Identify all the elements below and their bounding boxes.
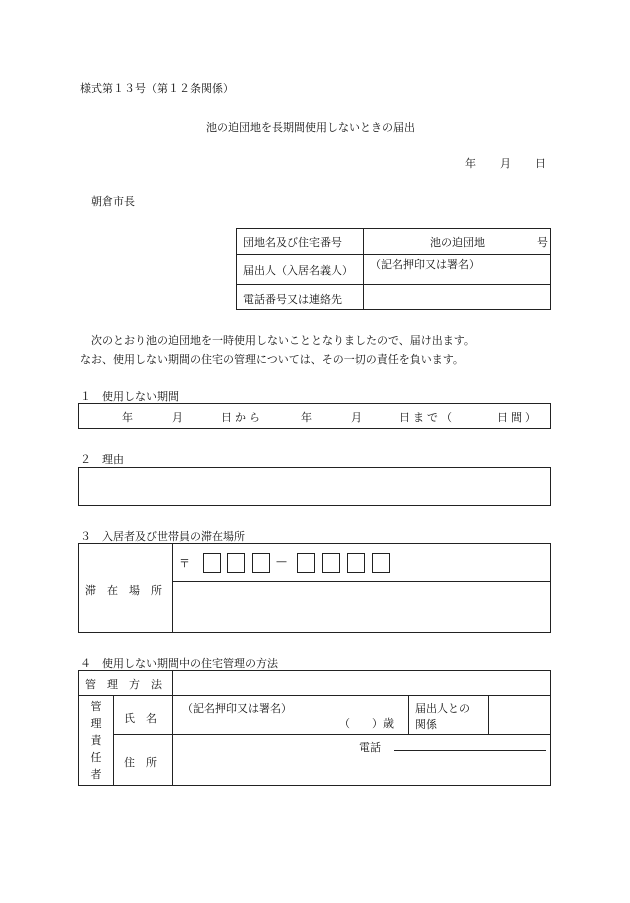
section4-heading: ４ 使用しない期間中の住宅管理の方法 xyxy=(80,657,278,670)
complex-unit: 号 xyxy=(537,236,548,249)
body-line-1: 次のとおり池の迫団地を一時使用しないこととなりましたので、届け出ます。 xyxy=(91,334,475,347)
manager-label-5: 者 xyxy=(90,768,102,781)
date-day: 日 xyxy=(535,157,546,170)
section3-heading: ３ 入居者及び世帯員の滞在場所 xyxy=(80,530,245,543)
postal-digit-box[interactable] xyxy=(347,553,365,573)
date-month: 月 xyxy=(500,157,511,170)
manager-name-label: 氏 名 xyxy=(124,712,157,725)
postal-digit-box[interactable] xyxy=(322,553,340,573)
postal-digit-box[interactable] xyxy=(203,553,221,573)
period-box[interactable] xyxy=(78,403,551,429)
manager-label-4: 任 xyxy=(90,751,102,764)
postal-digit-box[interactable] xyxy=(227,553,245,573)
reason-box[interactable] xyxy=(78,467,551,506)
applicant-row-divider-1 xyxy=(236,254,551,255)
applicant-col-divider xyxy=(363,228,364,310)
method-field[interactable] xyxy=(173,671,550,695)
postal-digit-box[interactable] xyxy=(297,553,315,573)
applicant-row-divider-2 xyxy=(236,284,551,285)
manager-label-1: 管 xyxy=(90,700,102,713)
manager-address-field[interactable] xyxy=(173,755,550,785)
period-year-2: 年 xyxy=(301,411,312,424)
stay-place-label: 滞 在 場 所 xyxy=(85,584,162,597)
period-month-1: 月 xyxy=(172,411,183,424)
postal-mark: 〒 xyxy=(179,557,190,570)
postal-digit-box[interactable] xyxy=(252,553,270,573)
manager-phone-line[interactable] xyxy=(394,750,546,751)
manager-label-3: 責 xyxy=(90,734,102,747)
manager-address-label: 住 所 xyxy=(124,756,157,769)
body-line-2: なお、使用しない期間の住宅の管理については、その一切の責任を負います。 xyxy=(80,353,464,366)
period-month-2: 月 xyxy=(351,411,362,424)
date-year: 年 xyxy=(465,157,476,170)
complex-value[interactable]: 池の迫団地 xyxy=(430,236,485,249)
manager-label-2: 理 xyxy=(90,717,102,730)
period-days: 日間） xyxy=(497,411,539,424)
mgmt-col-divider-manager xyxy=(113,695,114,786)
period-from: 日から xyxy=(221,411,263,424)
mgmt-row-divider-1 xyxy=(78,695,551,696)
postal-digit-box[interactable] xyxy=(372,553,390,573)
section1-heading: １ 使用しない期間 xyxy=(80,390,179,403)
phone-label: 電話番号又は連絡先 xyxy=(243,293,342,306)
filer-label: 届出人（入居名義人） xyxy=(243,264,353,277)
filer-sign-note[interactable]: （記名押印又は署名） xyxy=(370,258,480,271)
manager-age[interactable]: （ ）歳 xyxy=(339,717,394,730)
method-label: 管 理 方 法 xyxy=(85,678,162,691)
page-title: 池の迫団地を長期間使用しないときの届出 xyxy=(206,121,415,134)
relation-field[interactable] xyxy=(489,696,550,734)
form-number: 様式第１３号（第１２条関係） xyxy=(80,82,234,95)
stay-address-field[interactable] xyxy=(173,582,550,632)
period-year-1: 年 xyxy=(122,411,133,424)
mgmt-row-divider-2 xyxy=(113,734,551,735)
manager-phone-label: 電話 xyxy=(359,741,381,754)
manager-sign-note[interactable]: （記名押印又は署名） xyxy=(182,702,292,715)
mgmt-col-divider-relation-1 xyxy=(408,695,409,734)
relation-label-line1: 届出人との xyxy=(415,702,470,715)
complex-label: 団地名及び住宅番号 xyxy=(243,236,342,249)
section2-heading: ２ 理由 xyxy=(80,453,124,466)
period-to: 日まで（ xyxy=(399,411,455,424)
postal-dash: — xyxy=(276,555,287,568)
relation-label-line2: 関係 xyxy=(415,718,437,731)
addressee: 朝倉市長 xyxy=(91,195,135,208)
